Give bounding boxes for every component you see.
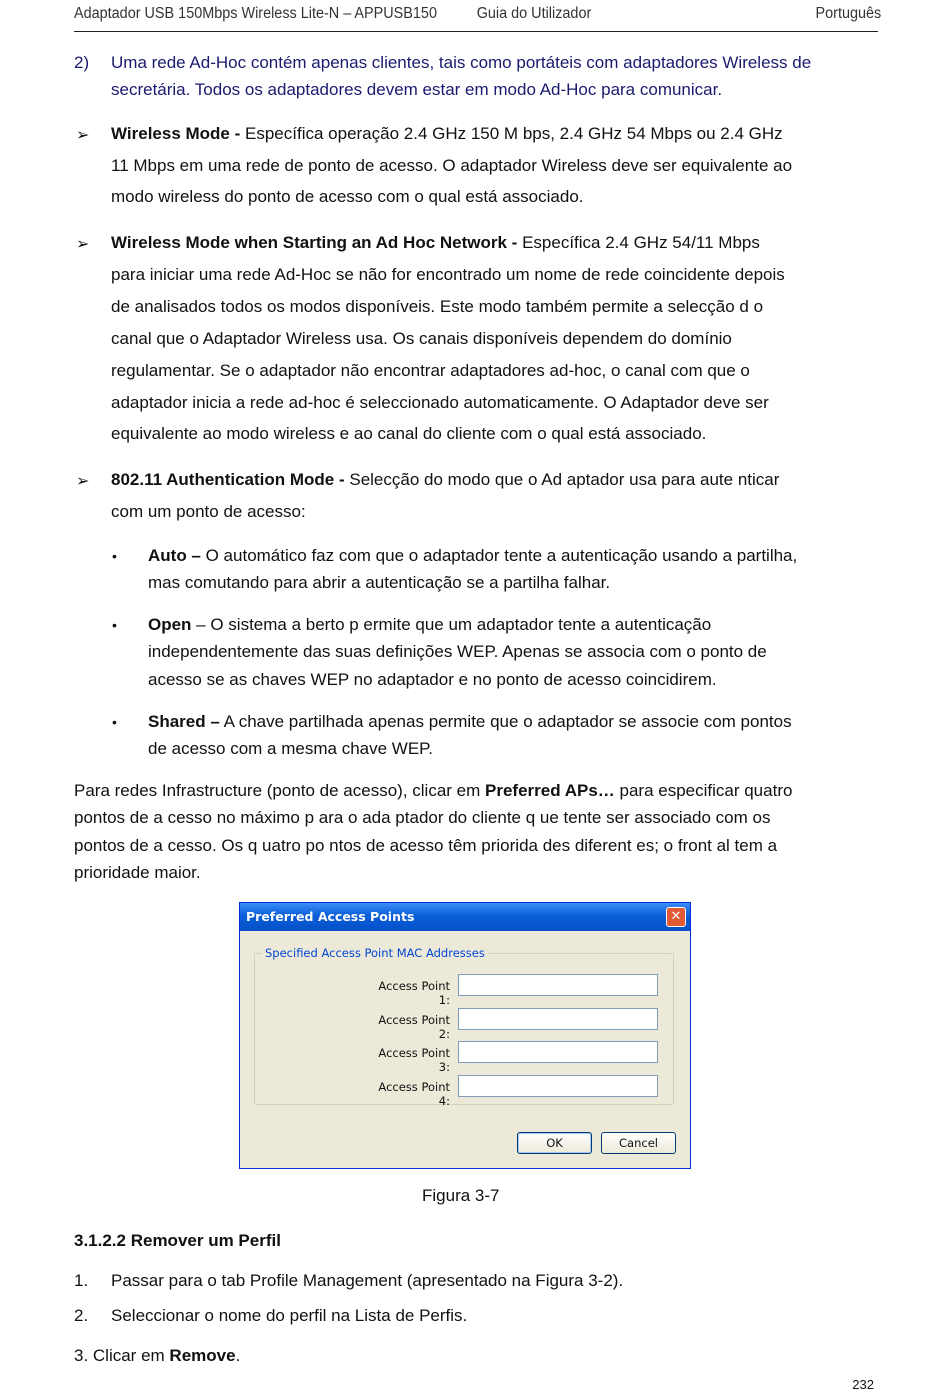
- paragraph-line: prioridade maior.: [74, 863, 201, 882]
- term-label: Wireless Mode when Starting an Ad Hoc Network -: [111, 233, 518, 252]
- paragraph-text: para especificar quatro: [614, 781, 793, 800]
- preferred-aps-dialog: [239, 902, 691, 1169]
- auto-line: mas comutando para abrir a autenticação se a partilha falhar.: [148, 573, 611, 592]
- paragraph-line: pontos de a cesso no máximo p ara o ada ptador do cliente q ue tente ser associado com os: [74, 808, 771, 827]
- section-heading: 3.1.2.2 Remover um Perfil: [74, 1231, 281, 1250]
- preferred-aps-term: Preferred APs…: [485, 781, 615, 800]
- adhoc-mode-line: canal que o Adaptador Wireless usa. Os canais disponíveis dependem do domínio: [111, 329, 732, 348]
- description-text: Selecção do modo que o Ad aptador usa para aute nticar: [344, 470, 780, 489]
- adhoc-mode-line: regulamentar. Se o adaptador não encontrar adaptadores ad-hoc, o canal com que o: [111, 361, 750, 380]
- header-guide-title: Guia do Utilizador: [476, 5, 592, 22]
- page-header: [74, 5, 881, 29]
- access-point-1-input[interactable]: [458, 974, 658, 996]
- step-text: Passar para o tab Profile Management (apresentado na Figura 3-2).: [111, 1271, 624, 1290]
- ok-button[interactable]: OK: [517, 1132, 592, 1154]
- term-label: Auto –: [148, 546, 201, 565]
- arrow-bullet-icon: ➢: [76, 127, 90, 144]
- access-point-2-input[interactable]: [458, 1008, 658, 1030]
- access-point-4-label: Access Point 4:: [378, 1080, 450, 1108]
- remove-term: Remove: [169, 1346, 236, 1365]
- step-3-line: [74, 1346, 240, 1366]
- step-number: 1.: [74, 1271, 89, 1290]
- header-language: Português: [815, 5, 882, 22]
- adhoc-mode-line: de analisados todos os modos disponíveis. Este modo também permite a selecção d o: [111, 297, 764, 316]
- access-point-2-label: Access Point 2:: [378, 1013, 450, 1041]
- item2-line: Uma rede Ad-Hoc contém apenas clientes, tais como portáteis com adaptadores Wireless de: [111, 53, 812, 72]
- term-label: 802.11 Authentication Mode -: [111, 470, 345, 489]
- wireless-mode-line: [111, 124, 783, 144]
- bullet-dot-icon: •: [112, 714, 117, 730]
- group-label: Specified Access Point MAC Addresses: [262, 946, 488, 960]
- access-point-1-label: Access Point 1:: [378, 979, 450, 1007]
- adhoc-mode-line: para iniciar uma rede Ad-Hoc se não for encontrado um nome de rede coincidente depois: [111, 265, 785, 284]
- term-label: Shared –: [148, 712, 220, 731]
- paragraph-line: [74, 781, 792, 801]
- shared-line: de acesso com a mesma chave WEP.: [148, 739, 434, 758]
- term-label: Open: [148, 615, 192, 634]
- header-product-title: Adaptador USB 150Mbps Wireless Lite-N – APPUSB150: [74, 5, 437, 22]
- adhoc-mode-line: [111, 233, 760, 253]
- close-icon[interactable]: ✕: [666, 907, 686, 927]
- item-number: 2): [74, 53, 90, 72]
- page-number: 232: [852, 1377, 874, 1392]
- term-label: Wireless Mode -: [111, 124, 241, 143]
- open-line: acesso se as chaves WEP no adaptador e no ponto de acesso coincidirem.: [148, 670, 717, 689]
- open-line: independentemente das suas definições WEP. Apenas se associa com o ponto de: [148, 642, 767, 661]
- description-text: – O sistema a berto p ermite que um adaptador tente a autenticação: [191, 615, 712, 634]
- figure-caption: Figura 3-7: [422, 1186, 500, 1205]
- shared-line: [148, 712, 792, 732]
- access-point-3-label: Access Point 3:: [378, 1046, 450, 1074]
- paragraph-line: pontos de a cesso. Os q uatro po ntos de acesso têm priorida des diferent es; o front al tem a: [74, 836, 778, 855]
- step-number: 2.: [74, 1306, 89, 1325]
- wireless-mode-line: 11 Mbps em uma rede de ponto de acesso. O adaptador Wireless deve ser equivalente ao: [111, 156, 793, 175]
- access-point-3-input[interactable]: [458, 1041, 658, 1063]
- step-text: Seleccionar o nome do perfil na Lista de Perfis.: [111, 1306, 468, 1325]
- adhoc-mode-line: adaptador inicia a rede ad-hoc é seleccionado automaticamente. O Adaptador deve ser: [111, 393, 769, 412]
- auto-line: [148, 546, 797, 566]
- step-text: 3. Clicar em: [74, 1346, 170, 1365]
- bullet-dot-icon: •: [112, 548, 117, 564]
- description-text: Específica operação 2.4 GHz 150 M bps, 2.4 GHz 54 Mbps ou 2.4 GHz: [240, 124, 783, 143]
- adhoc-mode-line: equivalente ao modo wireless e ao canal do cliente com o qual está associado.: [111, 424, 707, 443]
- arrow-bullet-icon: ➢: [76, 236, 90, 253]
- wireless-mode-line: modo wireless do ponto de acesso com o qual está associado.: [111, 187, 584, 206]
- header-divider: [74, 31, 878, 32]
- paragraph-text: Para redes Infrastructure (ponto de acesso), clicar em: [74, 781, 486, 800]
- arrow-bullet-icon: ➢: [76, 473, 90, 490]
- step-text: .: [235, 1346, 241, 1365]
- auth-mode-line: [111, 470, 779, 490]
- auth-mode-line: com um ponto de acesso:: [111, 502, 306, 521]
- access-point-4-input[interactable]: [458, 1075, 658, 1097]
- description-text: A chave partilhada apenas permite que o adaptador se associe com pontos: [219, 712, 792, 731]
- open-line: [148, 615, 711, 635]
- bullet-dot-icon: •: [112, 617, 117, 633]
- dialog-title: Preferred Access Points: [240, 903, 690, 931]
- cancel-button[interactable]: Cancel: [601, 1132, 676, 1154]
- item2-line: secretária. Todos os adaptadores devem estar em modo Ad-Hoc para comunicar.: [111, 80, 723, 99]
- description-text: O automático faz com que o adaptador tente a autenticação usando a partilha,: [200, 546, 798, 565]
- description-text: Específica 2.4 GHz 54/11 Mbps: [517, 233, 760, 252]
